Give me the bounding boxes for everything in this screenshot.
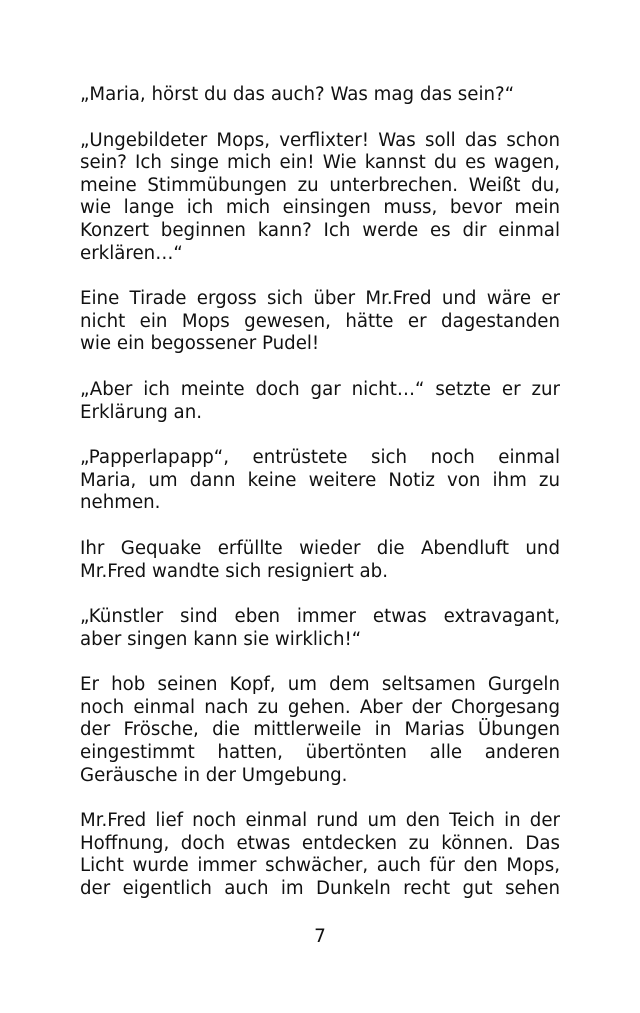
text-line: Hoffnung, doch etwas entdecken zu können. Das bbox=[80, 832, 560, 854]
text-line: „Papperlapapp“, entrüstete sich noch einmal bbox=[80, 447, 560, 469]
text-line: Er hob seinen Kopf, um dem seltsamen Gurgeln bbox=[80, 674, 560, 696]
paragraph bbox=[80, 606, 560, 651]
paragraph bbox=[80, 379, 560, 424]
text-line: nehmen. bbox=[80, 492, 161, 514]
text-line: „Aber ich meinte doch gar nicht…“ setzte er zur bbox=[80, 378, 560, 400]
text-line: „Ungebildeter Mops, verflixter! Was soll das schon bbox=[80, 129, 560, 151]
paragraph bbox=[80, 288, 560, 356]
text-line: Erklärung an. bbox=[80, 401, 203, 423]
text-line: „Künstler sind eben immer etwas extravagant, bbox=[80, 606, 560, 628]
page-number: 7 bbox=[314, 926, 326, 947]
text-line: sein? Ich singe mich ein! Wie kannst du es wagen, bbox=[80, 152, 560, 174]
paragraph bbox=[80, 447, 560, 515]
text-line: erklären…“ bbox=[80, 242, 183, 264]
text-line: Konzert beginnen kann? Ich werde es dir einmal bbox=[80, 219, 560, 241]
paragraph bbox=[80, 538, 560, 583]
paragraph bbox=[80, 674, 560, 787]
text-line: „Maria, hörst du das auch? Was mag das sein?“ bbox=[80, 84, 515, 105]
text-line: nicht ein Mops gewesen, hätte er dagestanden bbox=[80, 310, 560, 332]
text-line: wie ein begossener Pudel! bbox=[80, 333, 320, 355]
text-line: Licht wurde immer schwächer, auch für den Mops, bbox=[80, 855, 560, 877]
book-page-body bbox=[80, 84, 560, 924]
text-line: Eine Tirade ergoss sich über Mr.Fred und wäre er bbox=[80, 288, 560, 310]
paragraph bbox=[80, 130, 560, 266]
text-line: meine Stimmübungen zu unterbrechen. Weißt du, bbox=[80, 174, 560, 196]
text-line: noch einmal nach zu gehen. Aber der Chorgesang bbox=[80, 696, 560, 718]
paragraph bbox=[80, 84, 560, 107]
paragraph bbox=[80, 810, 560, 900]
text-line: Mr.Fred lief noch einmal rund um den Teich in der bbox=[80, 810, 560, 832]
text-line: Mr.Fred wandte sich resigniert ab. bbox=[80, 560, 389, 582]
text-line: Geräusche in der Umgebung. bbox=[80, 764, 348, 786]
text-line: der Frösche, die mittlerweile in Marias Übungen bbox=[80, 719, 560, 741]
text-line: aber singen kann sie wirklich!“ bbox=[80, 628, 362, 650]
text-line: wie lange ich mich einsingen muss, bevor mein bbox=[80, 197, 560, 219]
text-line: eingestimmt hatten, übertönten alle anderen bbox=[80, 742, 560, 764]
text-line: der eigentlich auch im Dunkeln recht gut sehen bbox=[80, 878, 560, 900]
text-line: Maria, um dann keine weitere Notiz von ihm zu bbox=[80, 469, 560, 491]
text-line: Ihr Gequake erfüllte wieder die Abendluft und bbox=[80, 537, 560, 559]
